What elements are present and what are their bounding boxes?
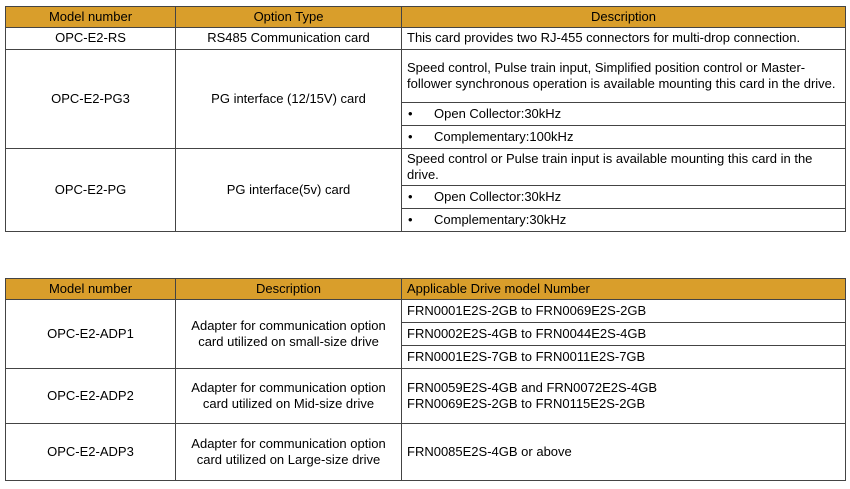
bullet-text: Open Collector:30kHz xyxy=(434,188,562,204)
option-card-table xyxy=(5,6,846,232)
drive-model-cell xyxy=(402,369,846,424)
header-applicable-drive: Applicable Drive model Number xyxy=(402,279,846,300)
table-row xyxy=(6,300,846,323)
option-type-cell: PG interface(5v) card xyxy=(176,149,402,232)
adapter-table xyxy=(5,278,846,481)
bullet-text: Complementary:100kHz xyxy=(434,128,574,144)
header-model-number: Model number xyxy=(6,7,176,28)
model-cell: OPC-E2-RS xyxy=(6,28,176,50)
table-header-row xyxy=(6,7,846,28)
model-cell: OPC-E2-ADP2 xyxy=(6,369,176,424)
table-row xyxy=(6,424,846,481)
bullet-glyph: • xyxy=(408,188,413,204)
adapter-description-cell: Adapter for communication option card utilized on Large-size drive xyxy=(176,424,402,481)
bullet-item xyxy=(402,209,846,232)
model-cell: OPC-E2-PG3 xyxy=(6,50,176,149)
bullet-glyph: • xyxy=(408,105,413,121)
bullet-text: Open Collector:30kHz xyxy=(434,105,562,121)
drive-model-cell: FRN0085E2S-4GB or above xyxy=(402,424,846,481)
bullet-item xyxy=(402,126,846,149)
table-row xyxy=(6,369,846,424)
header-option-type: Option Type xyxy=(176,7,402,28)
bullet-glyph: • xyxy=(408,211,413,227)
header-description: Description xyxy=(176,279,402,300)
description-cell: Speed control, Pulse train input, Simplified position control or Master-follower synchronous operation is available mounting this card in the drive. xyxy=(402,50,846,103)
drive-model-line: FRN0059E2S-4GB and FRN0072E2S-4GB xyxy=(407,379,658,395)
table-row xyxy=(6,28,846,50)
drive-model-line: FRN0069E2S-2GB to FRN0115E2S-2GB xyxy=(407,396,646,411)
header-model-number: Model number xyxy=(6,279,176,300)
adapter-description-cell: Adapter for communication option card utilized on Mid-size drive xyxy=(176,369,402,424)
drive-model-cell: FRN0001E2S-7GB to FRN0011E2S-7GB xyxy=(402,346,846,369)
option-type-cell: RS485 Communication card xyxy=(176,28,402,50)
bullet-item xyxy=(402,186,846,209)
bullet-glyph: • xyxy=(408,128,413,144)
bullet-item xyxy=(402,103,846,126)
header-description: Description xyxy=(402,7,846,28)
adapter-description-cell: Adapter for communication option card utilized on small-size drive xyxy=(176,300,402,369)
description-cell: Speed control or Pulse train input is available mounting this card in the drive. xyxy=(402,149,846,186)
description-cell: This card provides two RJ-455 connectors for multi-drop connection. xyxy=(402,28,846,50)
model-cell: OPC-E2-ADP3 xyxy=(6,424,176,481)
model-cell: OPC-E2-ADP1 xyxy=(6,300,176,369)
bullet-text: Complementary:30kHz xyxy=(434,211,567,227)
table-header-row xyxy=(6,279,846,300)
model-cell: OPC-E2-PG xyxy=(6,149,176,232)
drive-model-cell: FRN0001E2S-2GB to FRN0069E2S-2GB xyxy=(402,300,846,323)
option-type-cell: PG interface (12/15V) card xyxy=(176,50,402,149)
table-row xyxy=(6,50,846,103)
drive-model-cell: FRN0002E2S-4GB to FRN0044E2S-4GB xyxy=(402,323,846,346)
table-row xyxy=(6,149,846,186)
